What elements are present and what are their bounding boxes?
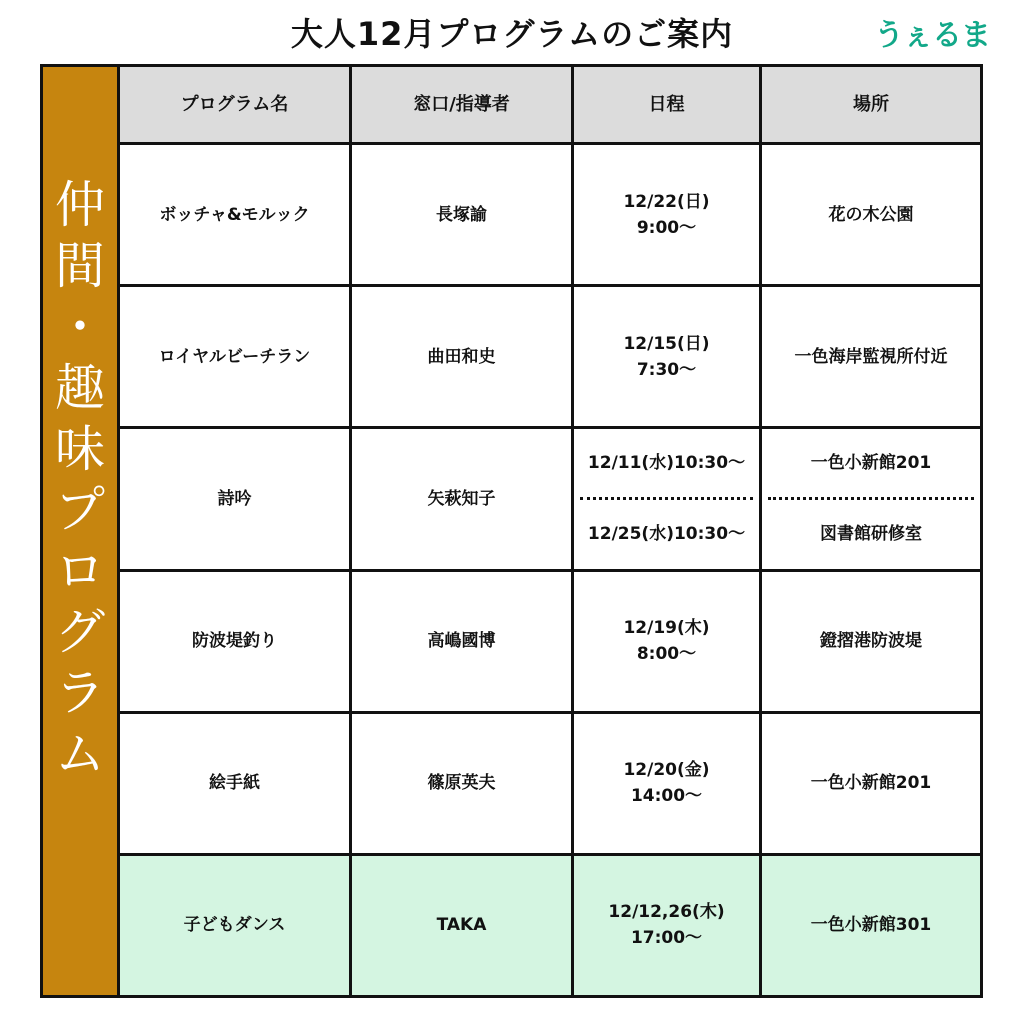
place-name: 鐙摺港防波堤 xyxy=(761,570,982,712)
place-name: 一色小新館201 xyxy=(761,712,982,854)
schedule-first: 12/11(水)10:30〜 xyxy=(587,453,746,474)
contact-name: 曲田和史 xyxy=(351,286,573,428)
place-first: 一色小新館201 xyxy=(810,453,932,474)
side-label-char: 仲 xyxy=(55,176,105,234)
table-header-row xyxy=(119,66,982,144)
program-name: 子どもダンス xyxy=(119,854,351,996)
side-label-char: グ xyxy=(55,603,105,661)
schedule-time: 9:00〜 xyxy=(636,217,697,238)
place-name: 一色小新館301 xyxy=(761,854,982,996)
contact-name: 篠原英夫 xyxy=(351,712,573,854)
side-label-char: 趣 xyxy=(55,359,105,417)
place-name: 花の木公園 xyxy=(761,144,982,286)
schedule-second: 12/25(水)10:30〜 xyxy=(587,524,746,545)
contact-name: 矢萩知子 xyxy=(351,428,573,570)
program-name: ロイヤルビーチラン xyxy=(119,286,351,428)
schedule-date: 12/12,26(木) xyxy=(608,902,725,923)
program-table xyxy=(117,64,983,998)
side-label-char: ラ xyxy=(55,664,105,722)
side-label-char: 味 xyxy=(55,420,105,478)
side-label-char: ロ xyxy=(55,542,105,600)
contact-name: 長塚諭 xyxy=(351,144,573,286)
schedule-date: 12/20(金) xyxy=(623,760,710,781)
schedule-time: 14:00〜 xyxy=(630,786,703,807)
side-label-char: ・ xyxy=(55,298,105,356)
header-place: 場所 xyxy=(761,66,982,144)
header-program: プログラム名 xyxy=(119,66,351,144)
schedule-date: 12/15(日) xyxy=(623,333,710,354)
schedule-time: 17:00〜 xyxy=(630,928,703,949)
table-row xyxy=(119,570,982,712)
table-row xyxy=(119,712,982,854)
schedule-cell xyxy=(573,286,761,428)
schedule-cell xyxy=(573,570,761,712)
place-second: 図書館研修室 xyxy=(820,524,922,545)
table-row xyxy=(119,144,982,286)
schedule-date: 12/19(木) xyxy=(623,618,710,639)
program-name: ボッチャ&モルック xyxy=(119,144,351,286)
contact-name: 高嶋國博 xyxy=(351,570,573,712)
welma-logo: うぇるま xyxy=(874,18,990,53)
side-label-char: 間 xyxy=(55,237,105,295)
header-contact: 窓口/指導者 xyxy=(351,66,573,144)
program-name: 防波堤釣り xyxy=(119,570,351,712)
schedule-date: 12/22(日) xyxy=(623,191,710,212)
table-row xyxy=(119,286,982,428)
schedule-cell xyxy=(573,144,761,286)
header-schedule: 日程 xyxy=(573,66,761,144)
place-cell xyxy=(761,428,982,570)
side-label-char: プ xyxy=(55,481,105,539)
schedule-cell xyxy=(573,428,761,570)
program-name: 詩吟 xyxy=(119,428,351,570)
category-side-label xyxy=(40,64,117,998)
schedule-time: 8:00〜 xyxy=(636,644,697,665)
schedule-cell xyxy=(573,854,761,996)
page-title: 大人12月プログラムのご案内 xyxy=(290,15,734,53)
side-label-char: ム xyxy=(55,725,105,783)
schedule-time: 7:30〜 xyxy=(636,359,697,380)
table-row xyxy=(119,428,982,570)
contact-name: TAKA xyxy=(351,854,573,996)
program-name: 絵手紙 xyxy=(119,712,351,854)
schedule-cell xyxy=(573,712,761,854)
table-row-highlighted xyxy=(119,854,982,996)
place-name: 一色海岸監視所付近 xyxy=(761,286,982,428)
